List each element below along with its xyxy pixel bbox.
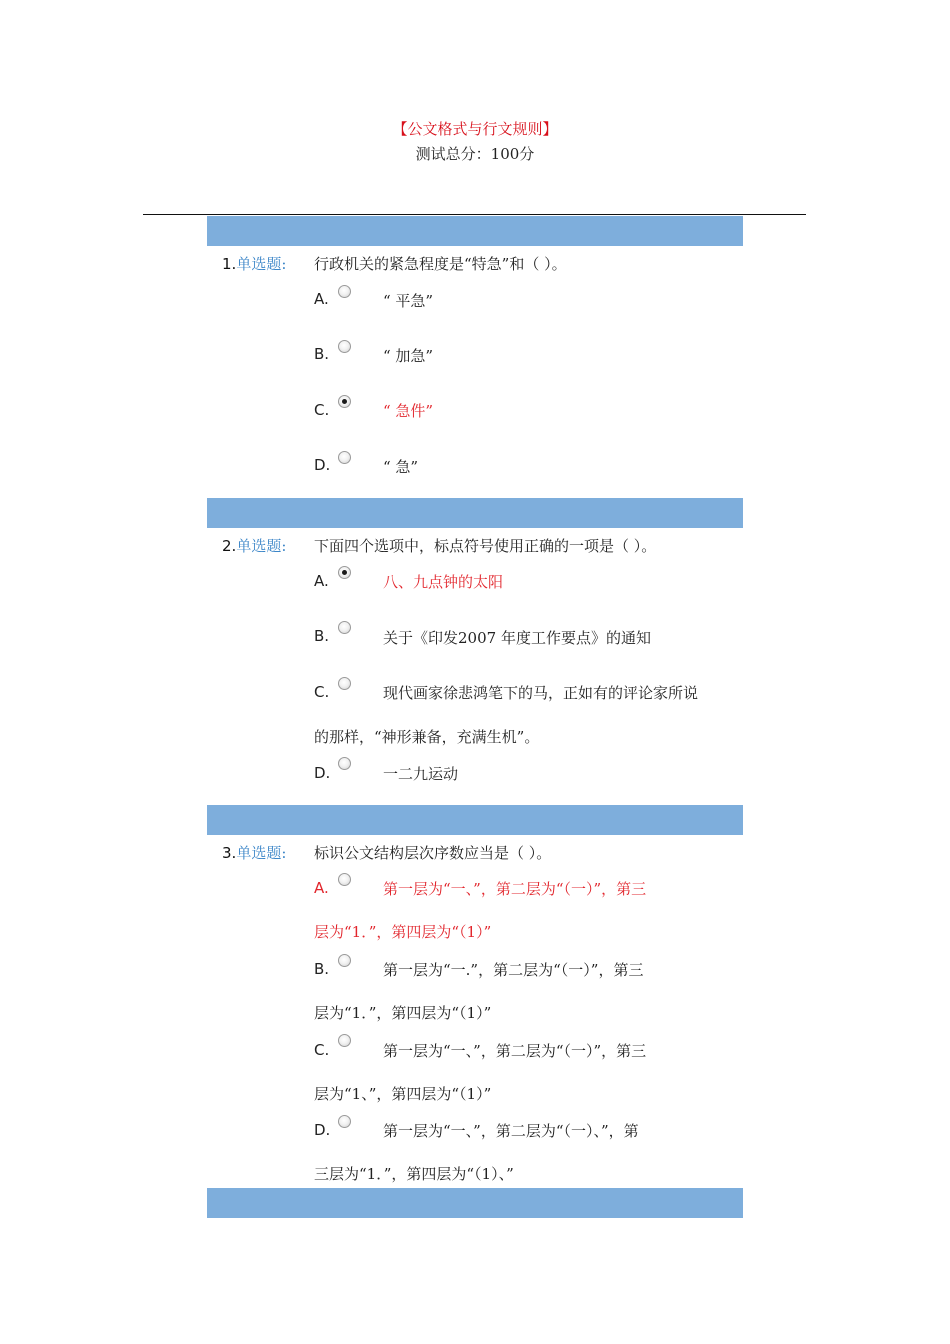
question-type: 单选题: — [236, 537, 287, 555]
question-number-label: 2. — [222, 537, 237, 555]
option-letter: C. — [314, 401, 330, 419]
option-text-selected: “ 急件” — [383, 402, 434, 420]
question-type: 单选题: — [236, 255, 287, 273]
option-text-continued: 层为“1．”，第四层为“（1）” — [314, 923, 492, 941]
option-letter: B. — [314, 627, 330, 645]
option-letter: B. — [314, 345, 330, 363]
question-number — [222, 535, 286, 556]
option-text-continued: 的那样，“神形兼备，充满生机”。 — [314, 728, 540, 746]
option-text-continued: 层为“1、”，第四层为“（1）” — [314, 1085, 492, 1103]
option-letter: A. — [314, 290, 329, 308]
radio-button[interactable] — [338, 451, 351, 464]
option-letter: C. — [314, 1041, 330, 1059]
radio-button-selected[interactable] — [338, 395, 351, 408]
question-text: 下面四个选项中，标点符号使用正确的一项是（ ）。 — [314, 537, 657, 555]
option-letter: D. — [314, 456, 331, 474]
radio-button[interactable] — [338, 1034, 351, 1047]
question-band — [207, 498, 743, 528]
question-band — [207, 805, 743, 835]
option-letter: C. — [314, 683, 330, 701]
question-text: 行政机关的紧急程度是“特急”和（ ）。 — [314, 255, 567, 273]
question-band — [207, 216, 743, 246]
option-text: “ 急” — [383, 458, 419, 476]
header-divider — [143, 214, 806, 215]
option-text: 现代画家徐悲鸿笔下的马，正如有的评论家所说 — [383, 684, 699, 702]
option-text: 第一层为“一.”，第二层为“（一）”，第三 — [383, 961, 644, 979]
radio-button[interactable] — [338, 1115, 351, 1128]
option-text-highlighted: 第一层为“一、”，第二层为“（一）”，第三 — [383, 880, 647, 898]
option-letter: D. — [314, 1121, 331, 1139]
question-number-label: 3. — [222, 844, 237, 862]
radio-button[interactable] — [338, 621, 351, 634]
option-text-continued: 三层为“1．”，第四层为“（1）、” — [314, 1165, 514, 1183]
radio-button[interactable] — [338, 757, 351, 770]
option-text: “ 平急” — [383, 292, 434, 310]
radio-button[interactable] — [338, 677, 351, 690]
radio-button[interactable] — [338, 873, 351, 886]
option-letter: A. — [314, 572, 329, 590]
total-score: 测试总分：100分 — [415, 145, 535, 163]
option-text: 一二九运动 — [383, 765, 459, 783]
question-type: 单选题: — [236, 844, 287, 862]
question-number — [222, 842, 286, 863]
question-number — [222, 253, 286, 274]
option-text-selected: 八、九点钟的太阳 — [383, 573, 504, 591]
question-band — [207, 1188, 743, 1218]
radio-button[interactable] — [338, 954, 351, 967]
option-text-continued: 层为“1．”，第四层为“（1）” — [314, 1004, 492, 1022]
question-number-label: 1. — [222, 255, 237, 273]
radio-button[interactable] — [338, 340, 351, 353]
radio-button[interactable] — [338, 285, 351, 298]
option-letter: B. — [314, 960, 330, 978]
question-text: 标识公文结构层次序数应当是（ ）。 — [314, 844, 552, 862]
option-text: 第一层为“一、”，第二层为“（一）、”，第 — [383, 1122, 639, 1140]
option-text: 关于《印发2007 年度工作要点》的通知 — [383, 629, 651, 647]
option-letter-highlighted: A. — [314, 879, 329, 897]
page-title: 【公文格式与行文规则】 — [392, 120, 558, 138]
option-letter: D. — [314, 764, 331, 782]
option-text: “ 加急” — [383, 347, 434, 365]
option-text: 第一层为“一、”，第二层为“（一）”，第三 — [383, 1042, 647, 1060]
radio-button-selected[interactable] — [338, 566, 351, 579]
